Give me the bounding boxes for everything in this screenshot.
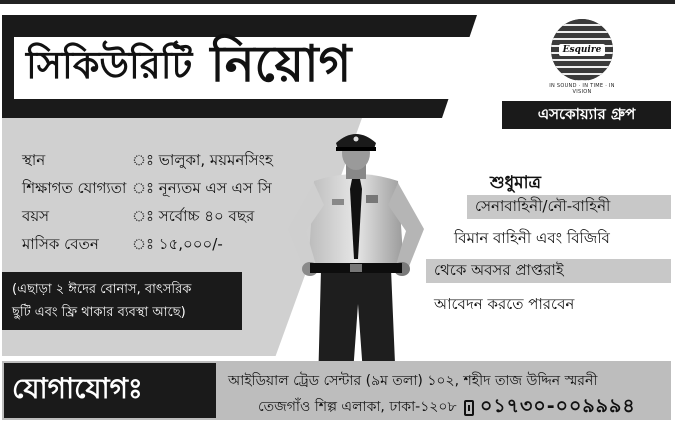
phone-number[interactable]: ০১৭৩০-০০৯৯৯৪ xyxy=(480,395,636,417)
detail-label: মাসিক বেতন xyxy=(22,235,99,253)
contact-label: যোগাযোগঃ xyxy=(4,363,216,418)
detail-value: ঃ ভালুকা, ময়মনসিংহ xyxy=(132,151,273,169)
logo-emblem-icon xyxy=(551,19,613,81)
bonus-line: ছুটি এবং ফ্রি থাকার ব্যবস্থা আছে) xyxy=(12,305,186,320)
logo-wordmark: Esquire xyxy=(559,44,606,56)
top-rule xyxy=(0,0,675,4)
security-guard-image xyxy=(266,119,446,387)
detail-value: ঃ সর্বোচ্চ ৪০ বছর xyxy=(132,207,255,225)
eligibility-line: থেকে অবসর প্রাপ্তরাই xyxy=(426,259,671,283)
detail-value: ঃ ১৫,০০০/- xyxy=(132,235,223,253)
title-security: সিকিউরিটি xyxy=(26,43,193,87)
address-line: তেজগাঁও শিল্প এলাকা, ঢাকা-১২০৮ xyxy=(258,399,457,415)
logo-tagline: IN SOUND · IN TIME · IN VISION xyxy=(549,83,615,95)
job-advertisement xyxy=(2,15,671,420)
detail-label: শিক্ষাগত যোগ্যতা xyxy=(22,179,127,197)
company-name: এসকোয়্যার গ্রুপ xyxy=(502,101,671,129)
page-title xyxy=(14,34,474,99)
company-logo xyxy=(542,19,622,95)
detail-label: বয়স xyxy=(22,207,50,225)
address-line: আইডিয়াল ট্রেড সেন্টার (৯ম তলা) ১০২, শহীদ তাজ উদ্দিন স্মরনী xyxy=(228,373,598,389)
phone-icon xyxy=(464,400,474,416)
eligibility-line: আবেদন করতে পারবেন xyxy=(434,294,575,313)
bonus-note xyxy=(2,272,242,330)
detail-value: ঃ নূন্যতম এস এস সি xyxy=(132,179,272,197)
phone-block xyxy=(464,392,636,420)
eligibility-line: বিমান বাহিনী এবং বিজিবি xyxy=(454,228,610,247)
eligibility-line: সেনাবাহিনী/নৌ-বাহিনী xyxy=(467,195,671,219)
bonus-line: (এছাড়া ২ ঈদের বোনাস, বাৎসরিক xyxy=(12,282,192,297)
eligibility-heading: শুধুমাত্র xyxy=(490,173,542,193)
title-recruitment: নিয়োগ xyxy=(210,34,352,93)
detail-label: স্থান xyxy=(22,151,46,169)
